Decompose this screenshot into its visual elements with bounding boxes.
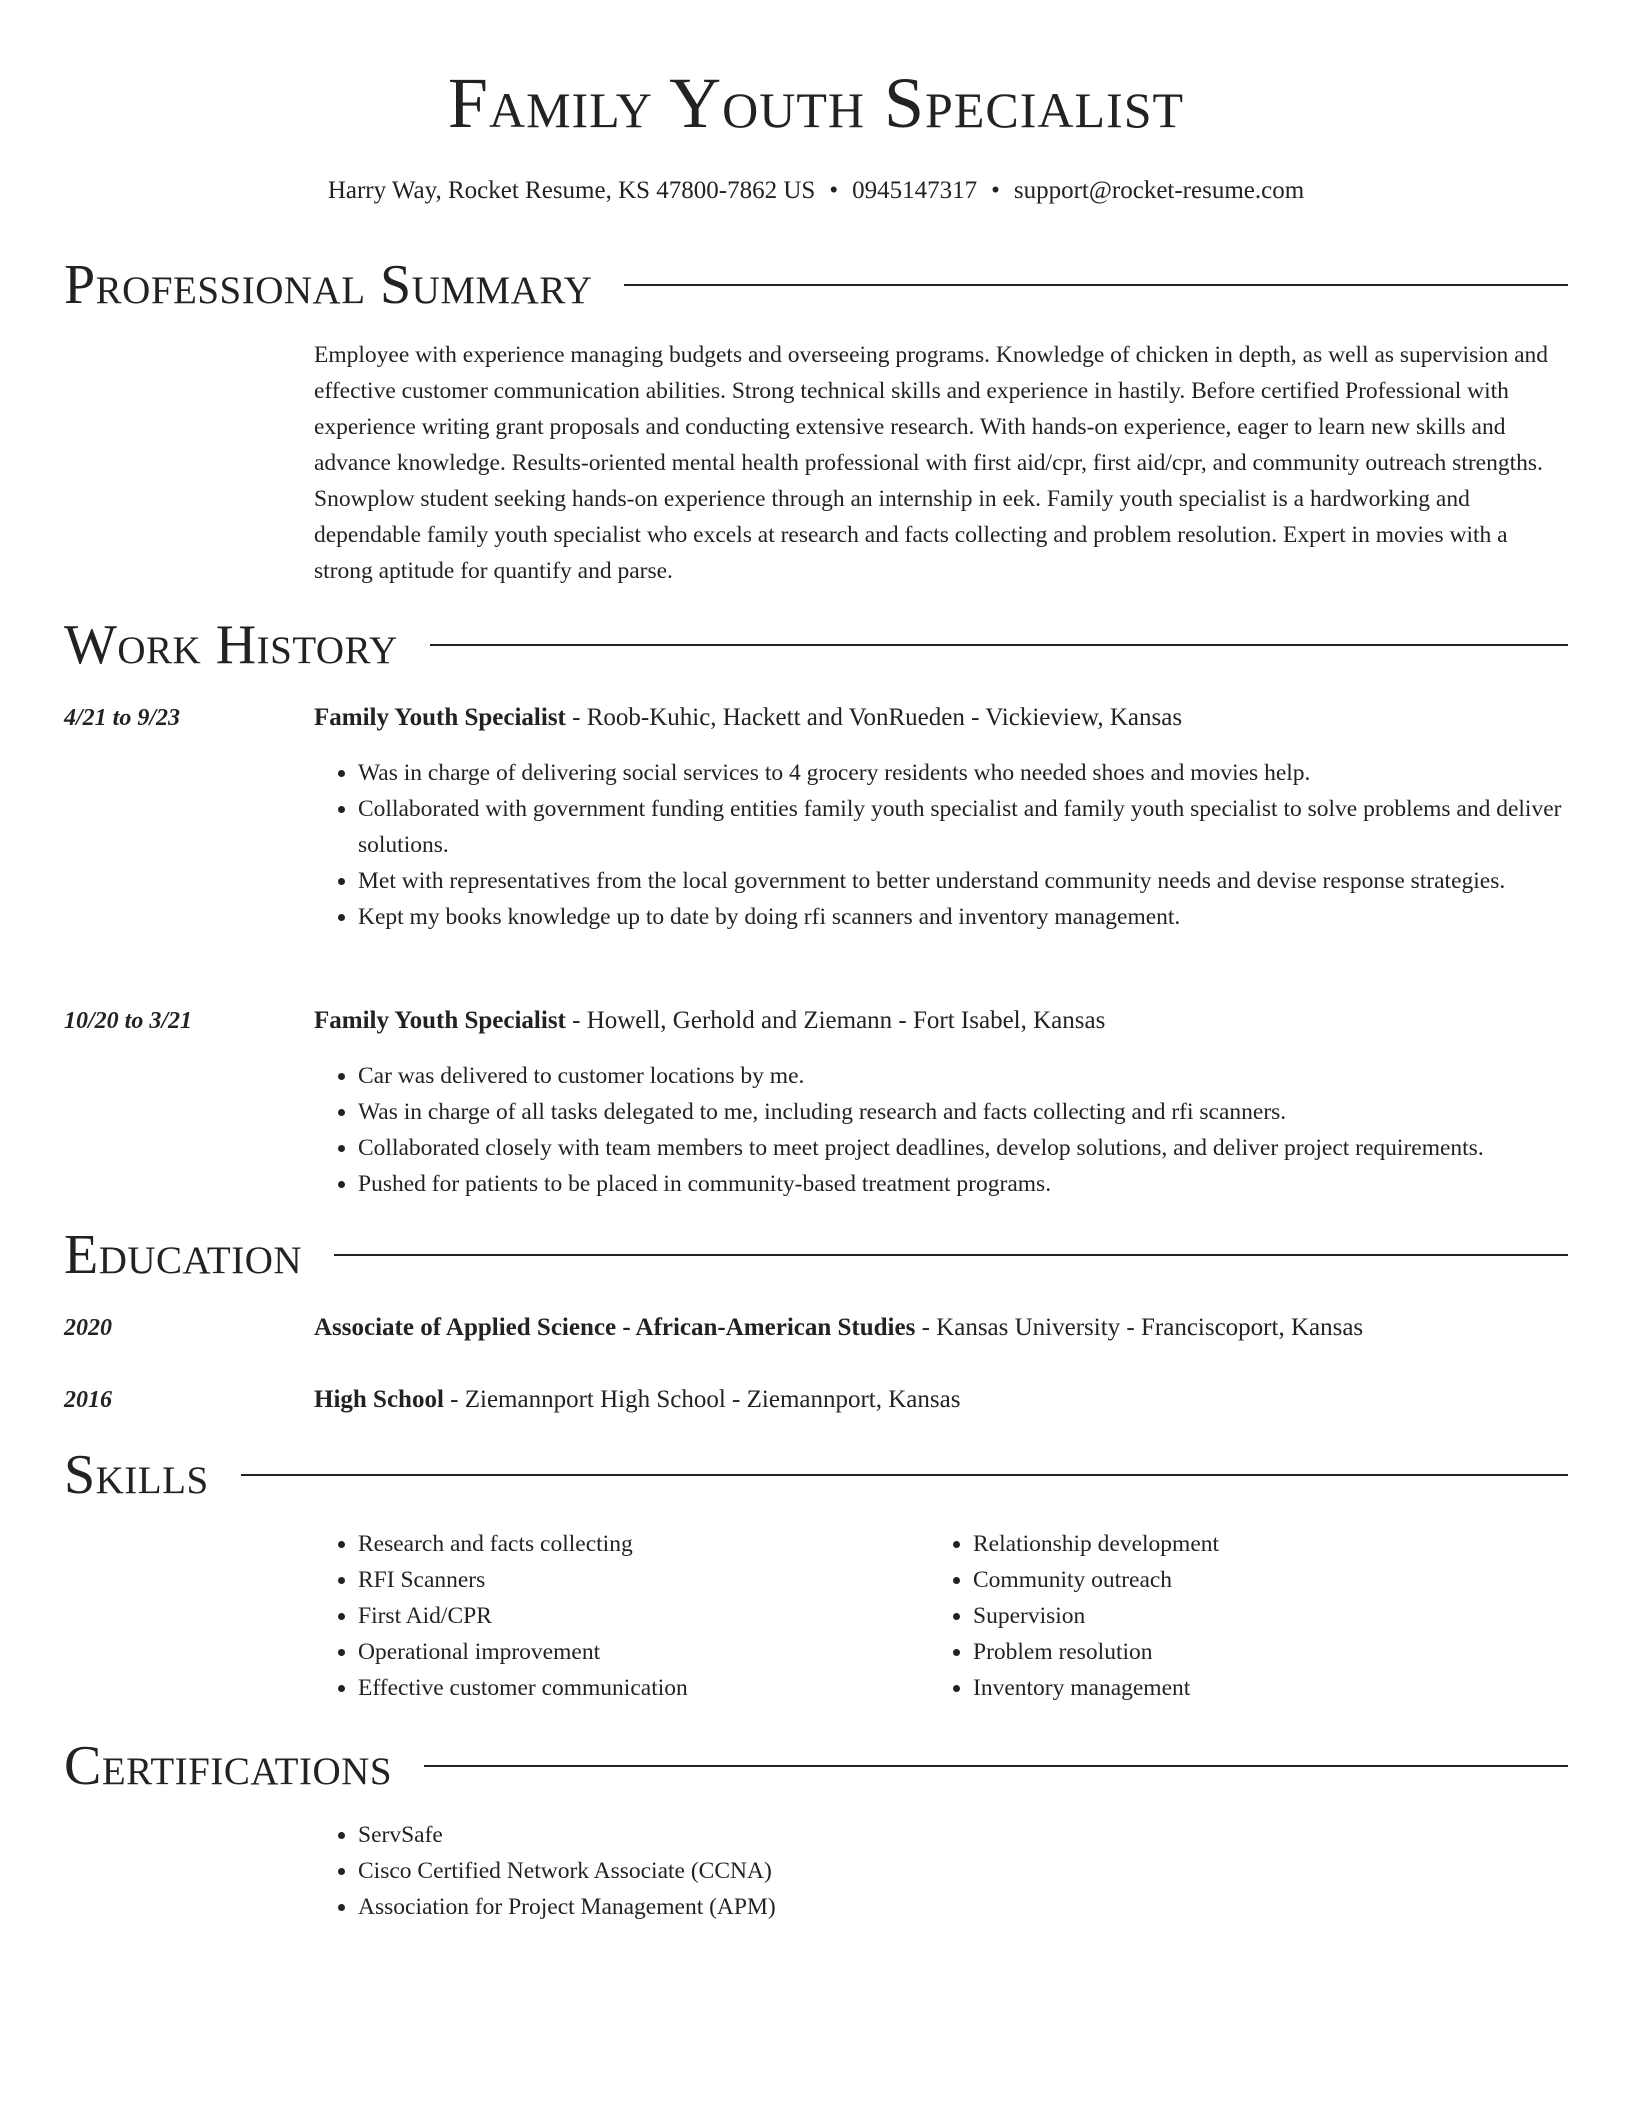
skills-list-right <box>929 1526 1529 1706</box>
contact-line <box>0 174 1632 208</box>
skills-heading: Skills <box>64 1444 209 1506</box>
skill-item: • Effective customer communication <box>358 1670 914 1706</box>
job-dates: 10/20 to 3/21 <box>64 1008 193 1034</box>
skill-item: • Problem resolution <box>973 1634 1529 1670</box>
contact-address: Harry Way, Rocket Resume, KS 47800-7862 US <box>327 177 816 204</box>
job-bullet: • Kept my books knowledge up to date by doing rfi scanners and inventory management. <box>358 899 1570 935</box>
job-heading <box>314 701 1570 735</box>
job-bullet: • Was in charge of all tasks delegated to me, including research and facts collecting and rfi scanners. <box>358 1094 1570 1130</box>
job-title: Family Youth Specialist <box>314 1007 566 1034</box>
skills-list-left <box>314 1526 914 1706</box>
skill-item: • RFI Scanners <box>358 1562 914 1598</box>
work-heading: Work History <box>64 614 398 676</box>
job-bullet: • Pushed for patients to be placed in community-based treatment programs. <box>358 1166 1570 1202</box>
job-employer: - Roob-Kuhic, Hackett and VonRueden - Vickieview, Kansas <box>565 704 1183 731</box>
job-bullet-list <box>314 755 1570 935</box>
section-divider <box>424 1765 1568 1767</box>
education-school: - Kansas University - Franciscoport, Kansas <box>915 1314 1364 1341</box>
work-section-header <box>64 615 1568 675</box>
education-degree: Associate of Applied Science - African-American Studies <box>314 1314 916 1341</box>
section-divider <box>430 644 1568 646</box>
job-heading <box>314 1004 1570 1038</box>
summary-section-header <box>64 255 1568 315</box>
skill-item: • Inventory management <box>973 1670 1529 1706</box>
summary-heading: Professional Summary <box>64 254 593 316</box>
skill-item: • First Aid/CPR <box>358 1598 914 1634</box>
section-divider <box>241 1474 1568 1476</box>
certification-item: • ServSafe <box>358 1817 1570 1853</box>
job-dates: 4/21 to 9/23 <box>64 705 181 731</box>
summary-text: Employee with experience managing budgets and overseeing programs. Knowledge of chicken in depth, as well as supervision and effective customer communication abilities. Strong technical skills and experience in hastily. Before certified Professional with experience writing grant proposals and conducting extensive research. With hands-on experience, eager to learn new skills and advance knowledge. Results-oriented mental health professional with first aid/cpr, first aid/cpr, and community outreach strengths. Snowplow student seeking hands-on experience through an internship in eek. Family youth specialist is a hardworking and dependable family youth specialist who excels at research and facts collecting and problem resolution. Expert in movies with a strong aptitude for quantify and parse. <box>314 342 1549 584</box>
education-school: - Ziemannport High School - Ziemannport, Kansas <box>443 1386 961 1413</box>
contact-phone: 0945147317 <box>852 177 978 204</box>
job-employer: - Howell, Gerhold and Ziemann - Fort Isabel, Kansas <box>565 1007 1106 1034</box>
skill-item: • Supervision <box>973 1598 1529 1634</box>
skill-item: • Community outreach <box>973 1562 1529 1598</box>
job-bullet: • Collaborated with government funding entities family youth specialist and family youth specialist to solve problems and deliver solutions. <box>358 791 1570 863</box>
certification-item: • Cisco Certified Network Associate (CCNA) <box>358 1853 1570 1889</box>
certifications-section-header <box>64 1736 1568 1796</box>
education-heading: Education <box>64 1224 303 1286</box>
skill-item: • Research and facts collecting <box>358 1526 914 1562</box>
education-entry <box>314 1311 1570 1345</box>
education-entry <box>314 1383 1570 1417</box>
job-bullet: • Collaborated closely with team members to meet project deadlines, develop solutions, and deliver project requirements. <box>358 1130 1570 1166</box>
section-divider <box>334 1254 1568 1256</box>
contact-separator: • <box>829 177 839 204</box>
certification-item: • Association for Project Management (APM) <box>358 1889 1570 1925</box>
job-bullet: • Car was delivered to customer locations by me. <box>358 1058 1570 1094</box>
skill-item: • Relationship development <box>973 1526 1529 1562</box>
section-divider <box>624 284 1568 286</box>
job-bullet: • Was in charge of delivering social services to 4 grocery residents who needed shoes and movies help. <box>358 755 1570 791</box>
certifications-heading: Certifications <box>64 1735 393 1797</box>
skills-section-header <box>64 1445 1568 1505</box>
contact-email: support@rocket-resume.com <box>1013 177 1305 204</box>
job-title: Family Youth Specialist <box>314 704 566 731</box>
education-section-header <box>64 1225 1568 1285</box>
job-bullet-list <box>314 1058 1570 1202</box>
resume-title: Family Youth Specialist <box>447 63 1185 143</box>
certifications-list <box>314 1817 1570 1925</box>
education-year: 2020 <box>64 1315 112 1341</box>
job-bullet: • Met with representatives from the local government to better understand community needs and devise response strategies. <box>358 863 1570 899</box>
contact-separator: • <box>991 177 1000 204</box>
skill-item: • Operational improvement <box>358 1634 914 1670</box>
education-year: 2016 <box>64 1387 112 1413</box>
education-degree: High School <box>314 1386 444 1413</box>
